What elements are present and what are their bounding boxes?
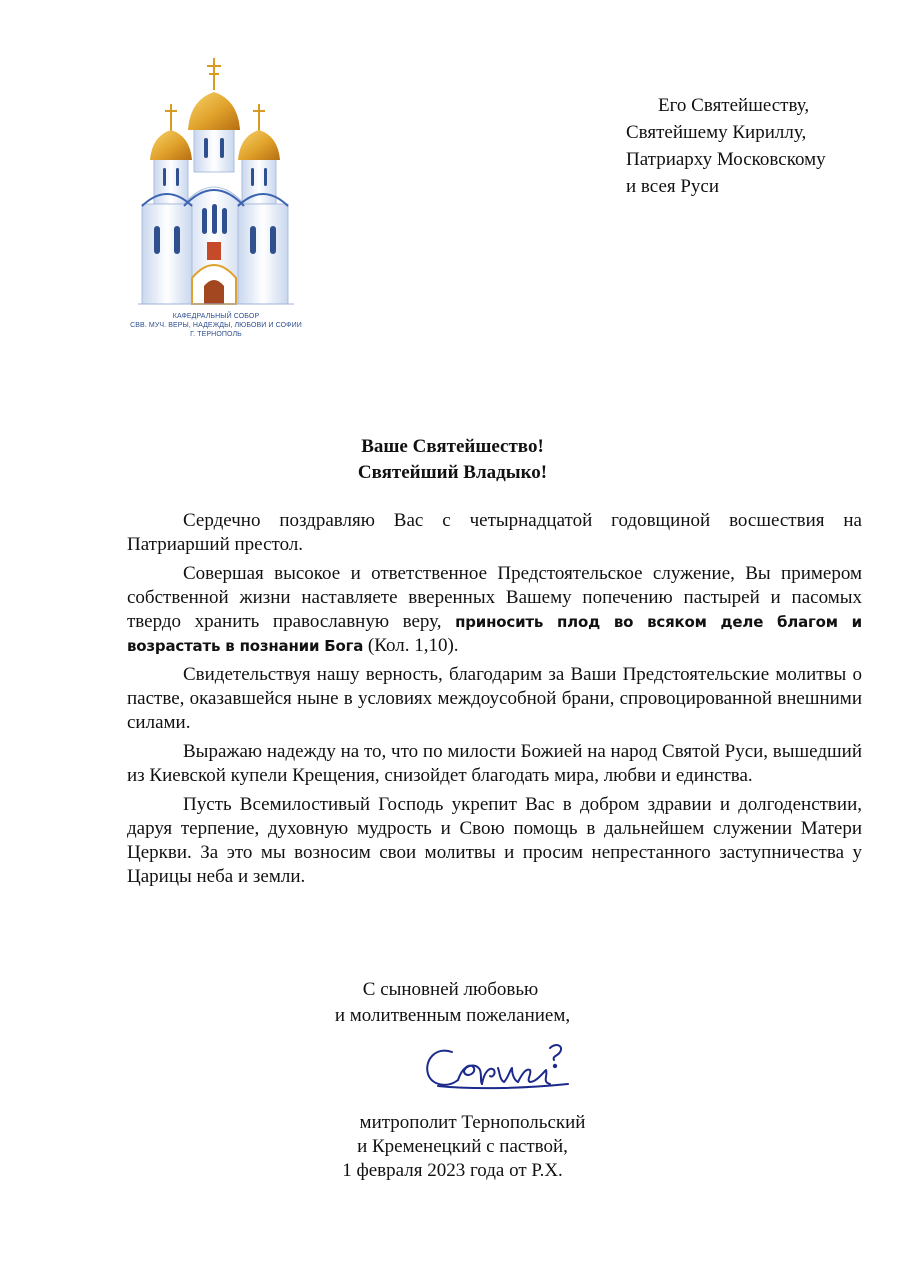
- paragraph-1: Сердечно поздравляю Вас с четырнадцатой годовщиной восшествия на Патриарший престол.: [127, 510, 862, 555]
- closing-line-2: и молитвенным пожеланием,: [334, 1005, 571, 1026]
- scripture-quote: приносить плод во всяком деле благом и возрастать в познании Бога: [127, 613, 862, 655]
- logo-caption-line: КАФЕДРАЛЬНЫЙ СОБОР: [172, 313, 260, 320]
- paragraph-5: Пусть Всемилостивый Господь укрепит Вас в добром здравии и долгоденствии, даруя терпение, духовную мудрость и Свою помощь в дальнейшем служении Матери Церкви. За это мы возносим свои молитвы и просим непрестанного заступничества у Царицы неба и земли.: [127, 794, 862, 887]
- addressee-block: [626, 92, 876, 200]
- scripture-reference: (Кол. 1,10).: [367, 635, 459, 656]
- salutation-line-2: Святейший Владыко!: [357, 462, 548, 483]
- paragraph-3: Свидетельствуя нашу верность, благодарим за Ваши Предстоятельские молитвы о пастве, оказавшейся ныне в условиях междоусобной брани, спровоцированной внешними силами.: [127, 664, 862, 733]
- signer-title-continued: и Кременецкий с паствой,: [357, 1136, 568, 1157]
- closing-block: [0, 977, 905, 1029]
- addressee-line: и всея Руси: [626, 176, 720, 197]
- addressee-line: Патриарху Московскому: [626, 149, 826, 170]
- addressee-line: Его Святейшеству,: [658, 95, 810, 116]
- logo-caption-line: Г. ТЕРНОПОЛЬ: [190, 331, 242, 338]
- signer-block: [0, 1111, 905, 1183]
- cathedral-logo: [128, 56, 304, 368]
- handwritten-signature: [418, 1038, 588, 1094]
- paragraph-2-start: Совершая высокое и ответственное Предстоятельское служение, Вы примером собственной жизни наставляете вверенных Вашему попечению пастырей и пасомых твердо хранить православную веру,: [127, 563, 862, 632]
- addressee-line: Святейшему Кириллу,: [626, 122, 807, 143]
- signer-title: митрополит Тернопольский: [359, 1112, 586, 1133]
- paragraph-2: [127, 562, 862, 658]
- logo-caption-line: СВВ. МУЧ. ВЕРЫ, НАДЕЖДЫ, ЛЮБОВИ И СОФИИ: [130, 322, 302, 329]
- letter-date: 1 февраля 2023 года от Р.Х.: [342, 1160, 563, 1181]
- letter-body: [127, 509, 862, 894]
- paragraph-4: Выражаю надежду на то, что по милости Божией на народ Святой Руси, вышедший из Киевской купели Крещения, снизойдет благодать мира, любви и единства.: [127, 741, 862, 786]
- closing-line-1: С сыновней любовью: [362, 979, 539, 1000]
- logo-caption: [128, 312, 304, 339]
- cathedral-icon: [134, 56, 298, 306]
- salutation-line-1: Ваше Святейшество!: [361, 436, 544, 457]
- salutation: [0, 434, 905, 486]
